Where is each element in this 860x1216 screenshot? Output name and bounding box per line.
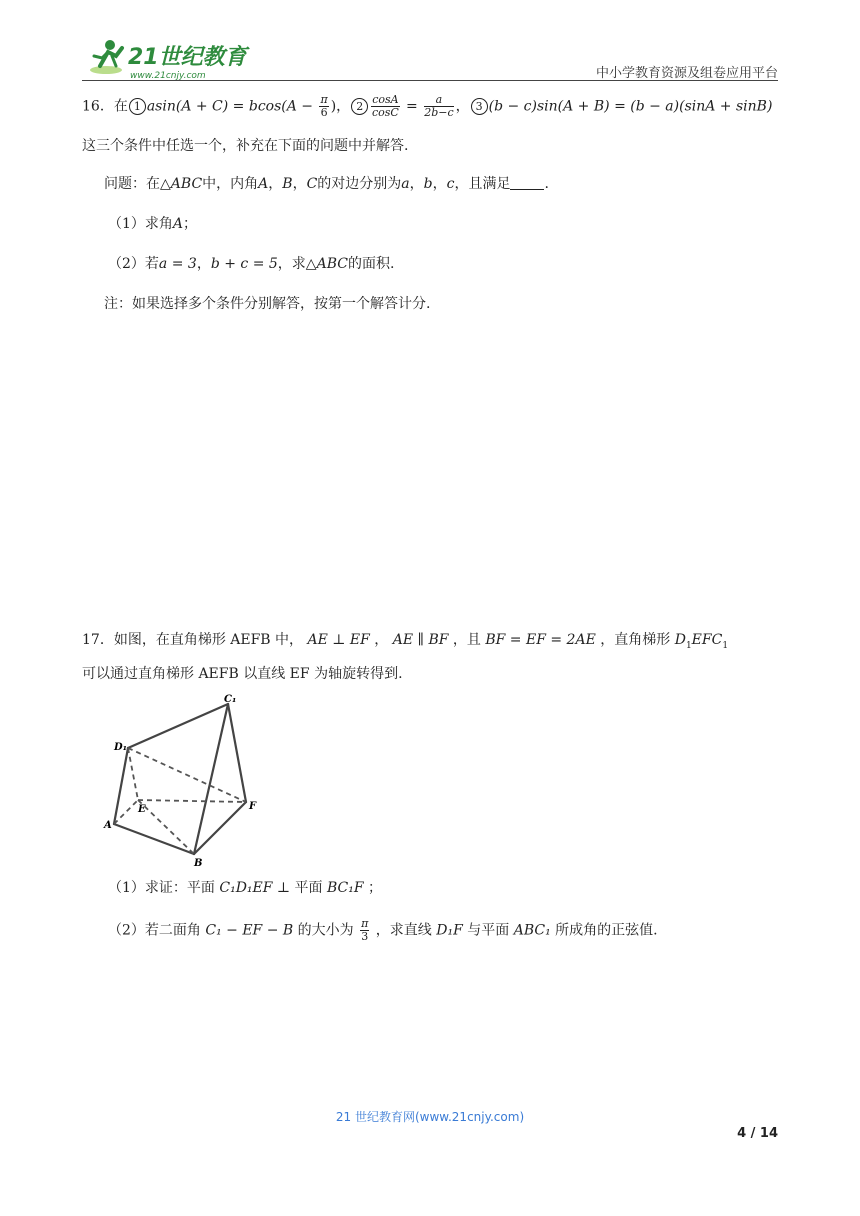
label-d1: D₁ [114, 742, 128, 753]
answer-blank [510, 175, 544, 190]
logo-url: www.21cnjy.com [130, 71, 206, 81]
label-e: E [138, 804, 146, 815]
logo-graphic [82, 36, 252, 84]
label-f: F [249, 801, 257, 812]
circle-3-icon: 3 [471, 98, 488, 115]
q17-line1: 17．如图，在直角梯形 AEFB 中， AE ⊥ EF ， AE ∥ BF ，且 BF = EF = 2AE ，直角梯形 $D_1EFC_1$ [82, 632, 729, 651]
site-logo[interactable] [82, 36, 252, 84]
q17-part1: （1）求证：平面 C₁D₁EF ⊥ 平面 BC₁F ； [108, 880, 383, 896]
q17-part2: （2）若二面角 C₁ − EF − B 的大小为 $\frac{\pi}{3}$ ，求直线 D₁F 与平面 ABC₁ 所成角的正弦值. [108, 917, 658, 943]
circle-2-icon: 2 [351, 98, 368, 115]
q16-note: 注：如果选择多个条件分别解答，按第一个解答计分. [104, 296, 431, 312]
page-number: 4 / 14 [737, 1126, 778, 1141]
label-a: A [104, 820, 112, 831]
label-c1: C₁ [224, 694, 237, 705]
footer-site-link[interactable]: 21 世纪教育网(www.21cnjy.com) [335, 1110, 525, 1124]
circle-1-icon: 1 [129, 98, 146, 115]
label-b: B [194, 858, 203, 868]
header-divider [82, 80, 778, 81]
q16-part1: （1）求角A； [108, 216, 198, 232]
q16-line2: 这三个条件中任选一个，补充在下面的问题中并解答. [82, 138, 409, 154]
q17-line2: 可以通过直角梯形 AEFB 以直线 EF 为轴旋转得到. [82, 666, 403, 682]
geometry-figure [100, 692, 270, 868]
header-platform-text: 中小学教育资源及组卷应用平台 [595, 66, 778, 81]
q16-part2: （2）若a = 3，b + c = 5，求△ABC的面积. [108, 256, 395, 272]
logo-text: 21世纪教育 [128, 45, 247, 70]
q16-problem: 问题：在△ABC中，内角A，B，C的对边分别为a，b，c，且满足 . [104, 176, 549, 192]
q16-line1: 16．在 1 asin(A + C) = bcos(A − $\frac{\pi}{6}$ )， 2 $\frac{\cos A}{\cos C}$ = $\frac{a}{2b-c}$ ， 3 (b − c)sin(A + B) = (b − a)(sinA + sinB) [82, 93, 773, 119]
